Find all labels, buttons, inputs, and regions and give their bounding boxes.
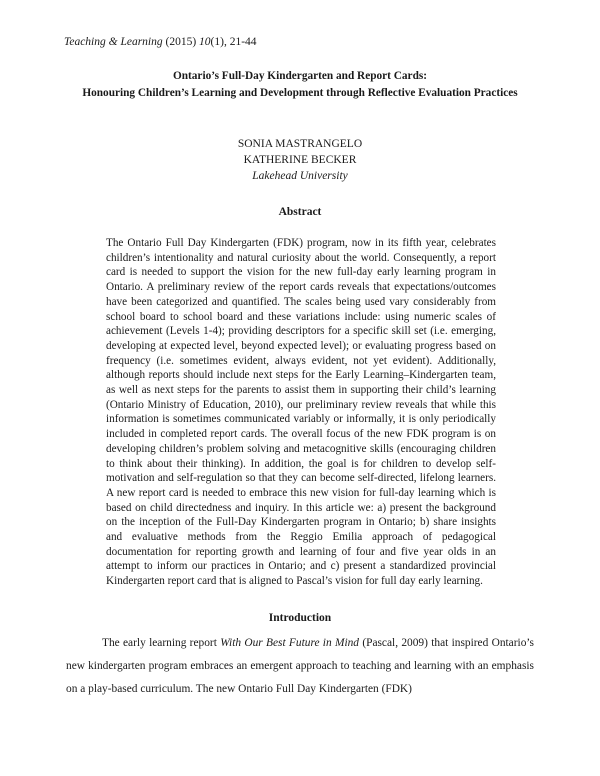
- introduction-heading: Introduction: [268, 612, 332, 624]
- abstract-heading: Abstract: [278, 206, 322, 218]
- introduction-paragraph: [66, 632, 534, 700]
- title-line-2: Honouring Children’s Learning and Development through Reflective Evaluation Practices: [82, 87, 518, 99]
- intro-text-before: The early learning report: [102, 637, 221, 649]
- journal-volume: 10: [199, 36, 211, 48]
- intro-text-after: (Pascal, 2009) that inspired Ontario’s new kindergarten program embraces an emergent approach to teaching and learning with an emphasis on a play-based curriculum. The new Ontario Full Day Kindergarten (FDK): [66, 637, 534, 695]
- journal-citation: [64, 36, 257, 48]
- title-line-1: Ontario’s Full-Day Kindergarten and Report Cards:: [172, 70, 428, 82]
- intro-report-title: With Our Best Future in Mind: [220, 637, 360, 649]
- author-2: KATHERINE BECKER: [243, 154, 357, 166]
- journal-issue-pages: (1), 21-44: [210, 36, 257, 48]
- journal-year: (2015): [165, 36, 197, 48]
- author-1: SONIA MASTRANGELO: [237, 138, 363, 150]
- journal-name: Teaching & Learning: [64, 36, 163, 48]
- article-title: [40, 68, 560, 102]
- abstract-text: The Ontario Full Day Kindergarten (FDK) program, now in its fifth year, celebrates children’s intentionality and natural curiosity about the world. Consequently, a report card is needed to support the vision for the new full-day early learning program in Ontario. A preliminary review of the report cards reveals that expectations/outcomes have been categorized and quantified. The scales being used vary considerably from school board to school board and these variations include: using numeric scales of achievement (Levels 1-4); providing descriptors for a specific skill set (i.e. emerging, developing at expected level, beyond expected level); or evaluating progress based on frequency (i.e. sometimes evident, always evident, not yet evident). Additionally, although reports should include next steps for the Early Learning–Kindergarten team, as well as next steps for the parents to assist them in supporting their child’s learning (Ontario Ministry of Education, 2010), our preliminary review reveals that while this information is sometimes communicated variably or informally, it is only periodically included in completed report cards. The overall focus of the new FDK program is on developing children’s problem solving and metacognitive skills (encouraging children to think about their thinking). In addition, the goal is for children to develop self-motivation and self-regulation so that they can become self-directed, lifelong learners. A new report card is needed to embrace this new vision for full-day learning which is based on child directedness and inquiry. In this article we: a) present the background on the inception of the Full-Day Kindergarten program in Ontario; b) share insights and evaluative methods from the Reggio Emilia approach of pedagogical documentation for reporting growth and learning of four and five year olds in an attempt to inform our practices in Ontario; and c) present a standardized provincial Kindergarten report card that is aligned to Pascal’s vision for full day early learning.: [106, 237, 496, 588]
- affiliation: Lakehead University: [252, 170, 348, 182]
- author-block: [0, 136, 600, 184]
